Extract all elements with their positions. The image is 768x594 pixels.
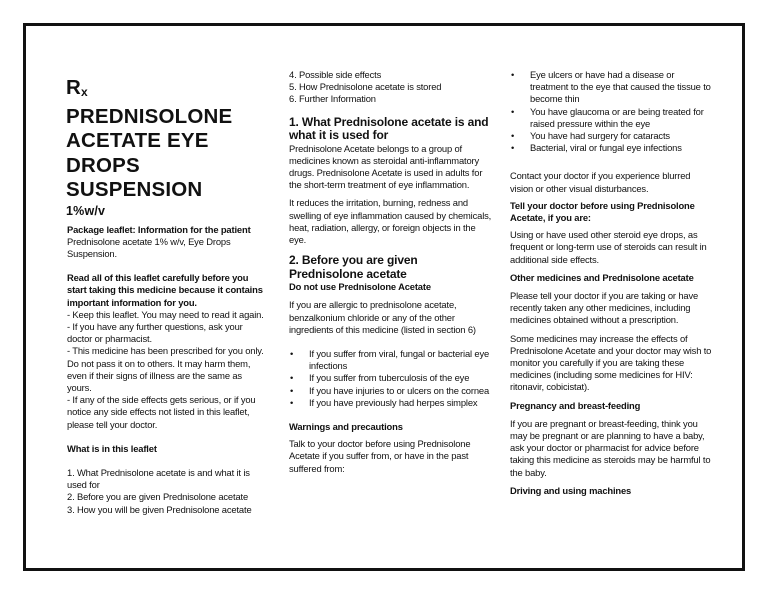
other-medicines-heading: Other medicines and Prednisolone acetate bbox=[510, 271, 694, 283]
read-item: - If any of the side effects gets serious, or if you notice any side effects not listed in this leaflet, please tell your doctor. bbox=[67, 394, 256, 430]
package-leaflet-section bbox=[67, 224, 267, 261]
do-not-use-list bbox=[289, 348, 494, 409]
contents-item: 1. What Prednisolone acetate is and what it is used for bbox=[67, 466, 250, 491]
read-item: - Keep this leaflet. You may need to read it again. bbox=[67, 308, 264, 320]
column-3 bbox=[510, 69, 715, 497]
list-item: • If you suffer from viral, fungal or bacterial eye infections bbox=[289, 348, 494, 372]
package-text: Prednisolone acetate 1% w/v, Eye Drops Suspension. bbox=[67, 235, 231, 259]
tell-doctor-heading: Tell your doctor before using Prednisolone Acetate, if you are: bbox=[510, 199, 695, 224]
section-2 bbox=[289, 254, 494, 409]
title-line: PREDNISOLONE bbox=[66, 104, 233, 128]
contents-item: 5. How Prednisolone acetate is stored bbox=[289, 81, 442, 93]
read-item: - This medicine has been prescribed for you only. Do not pass it on to others. It may harm them, even if their signs of illness are the same as yours. bbox=[67, 345, 264, 393]
column-2 bbox=[289, 69, 494, 475]
contents-continued bbox=[289, 69, 494, 106]
read-heading: Read all of this leaflet carefully before you start taking this medicine because it contains important information for you. bbox=[67, 272, 263, 308]
rx-letter: R bbox=[66, 76, 82, 99]
warnings-list bbox=[510, 69, 715, 154]
warnings-section bbox=[289, 421, 494, 475]
contents-item: 3. How you will be given Prednisolone acetate bbox=[67, 503, 252, 515]
list-item: • If you have injuries to or ulcers on the cornea bbox=[289, 385, 494, 397]
product-title bbox=[66, 76, 267, 219]
list-item: • If you suffer from tuberculosis of the eye bbox=[289, 372, 494, 384]
package-heading: Package leaflet: Information for the patient bbox=[67, 223, 251, 235]
pregnancy-text: If you are pregnant or breast-feeding, think you may be pregnant or are planning to have a baby, ask your doctor or pharmacist for advice before taking this medicine as steroids may be harmful to the baby. bbox=[510, 417, 711, 478]
other-medicines-text: Some medicines may increase the effects of Prednisolone Acetate and your doctor may wish to monitor you carefully if you are taking these medicines (including some medicines for HIV: ritonavir, cobicistat). bbox=[510, 332, 712, 393]
do-not-use-text: If you are allergic to prednisolone acetate, benzalkonium chloride or any of the other ingredients of this medicine (listed in section 6) bbox=[289, 299, 476, 335]
warnings-heading: Warnings and precautions bbox=[289, 421, 403, 433]
section-1-heading: 1. What Prednisolone acetate is and what it is used for bbox=[289, 114, 489, 143]
section-1-text: It reduces the irritation, burning, redness and swelling of eye inflammation caused by chemicals, heat, radiation, allergy, or foreign objects in the eye. bbox=[289, 197, 492, 246]
contents-item: 2. Before you are given Prednisolone acetate bbox=[67, 491, 249, 503]
driving-heading: Driving and using machines bbox=[510, 484, 632, 496]
tell-doctor-text: Using or have used other steroid eye drops, as frequent or long-term use of steroids can result in additional side effects. bbox=[510, 229, 707, 265]
column-1 bbox=[67, 76, 267, 516]
pregnancy-heading: Pregnancy and breast-feeding bbox=[510, 399, 641, 411]
list-item: • You have had surgery for cataracts bbox=[510, 130, 715, 142]
warnings-text: Talk to your doctor before using Prednisolone Acetate if you suffer from, or have in the past suffered from: bbox=[289, 438, 471, 474]
section-1 bbox=[289, 116, 494, 247]
do-not-use-heading: Do not use Prednisolone Acetate bbox=[289, 281, 431, 293]
title-line: SUSPENSION bbox=[66, 178, 203, 201]
title-line: ACETATE EYE bbox=[66, 129, 209, 152]
contact-text: Contact your doctor if you experience blurred vision or other visual disturbances. bbox=[510, 170, 691, 194]
section-2-heading: 2. Before you are given Prednisolone acetate bbox=[289, 253, 418, 281]
section-1-text: Prednisolone Acetate belongs to a group of medicines known as steroidal anti-inflammatory drugs. Prednisolone Acetate is used in adults for the short-term treatment of eye inflammation. bbox=[289, 142, 483, 191]
list-item: • If you have previously had herpes simplex bbox=[289, 397, 494, 409]
contents-item: 4. Possible side effects bbox=[289, 69, 382, 80]
contents-item: 6. Further Information bbox=[289, 93, 376, 105]
rx-symbol bbox=[66, 76, 267, 105]
other-medicines-text: Please tell your doctor if you are taking or have recently taken any other medicines, including medicines obtained without a prescription. bbox=[510, 290, 699, 326]
title-line: DROPS bbox=[66, 153, 140, 177]
rx-subscript: x bbox=[81, 85, 88, 99]
contents-heading: What is in this leaflet bbox=[67, 442, 157, 454]
read-leaflet-section bbox=[67, 272, 267, 431]
list-item: • Bacterial, viral or fungal eye infections bbox=[510, 142, 715, 154]
list-item: • You have glaucoma or are being treated for raised pressure within the eye bbox=[510, 106, 715, 130]
list-item: • Eye ulcers or have had a disease or treatment to the eye that caused the tissue to become thin bbox=[510, 69, 715, 106]
read-item: - If you have any further questions, ask your doctor or pharmacist. bbox=[67, 320, 243, 345]
contents-section bbox=[67, 443, 267, 516]
strength: 1%w/v bbox=[66, 203, 106, 218]
